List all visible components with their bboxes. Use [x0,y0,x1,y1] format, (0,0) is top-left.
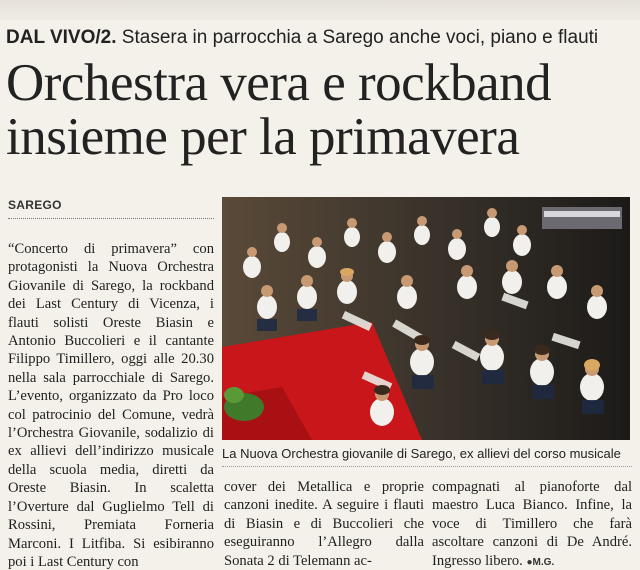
article-headline [6,56,636,164]
body-column-3-text: compagnati al pianoforte dal maestro Luca Bianco. Infine, la voce di Timillero che farà ascoltare canzoni di De André. Ingresso libero. [432,479,632,569]
author-signature: ●M.G. [526,556,555,568]
body-column-3 [432,478,632,570]
dateline: SAREGO [8,198,62,212]
body-column-1: “Concerto di primavera” con protagonisti la Nuova Orchestra Giovanile di Sarego, la rockband dei Last Century di Vicenza, i flauti solisti Oreste Biasin e Antonio Buccolieri e il cantante Filippo Timillero, oggi alle 20.30 nella sala parrocchiale di Sarego. L’evento, organizzato da Pro loco col patrocinio del Comune, vedrà l’Orchestra Giovanile, sodalizio di ex allievi dell’indirizzo musicale della scuola media, diretti da Oreste Biasin. In scaletta l’Overture dal Guglielmo Tell di Rossini, Premiata Forneria Marconi. I Litfiba. Si esibiranno poi i Last Century con [8,241,214,570]
dateline-rule [8,218,214,219]
photo-caption: La Nuova Orchestra giovanile di Sarego, ex allievi del corso musicale [222,441,632,467]
headline-line-2: insieme per la primavera [6,108,520,166]
page-top-edge [0,0,640,20]
orchestra-photo-drawing [222,197,630,440]
kicker-tag: DAL VIVO/2. [6,27,117,48]
article-kicker [6,22,636,54]
body-column-2: cover dei Metallica e proprie canzoni inedite. A seguire i flauti di Biasin e di Buccolieri che eseguiranno l’Allegro dalla Sonata 2 di Telemann ac- [224,479,424,569]
orchestra-photo [222,197,630,440]
kicker-text: Stasera in parrocchia a Sarego anche voci, piano e flauti [116,27,599,48]
headline-line-1: Orchestra vera e rockband [6,54,552,112]
